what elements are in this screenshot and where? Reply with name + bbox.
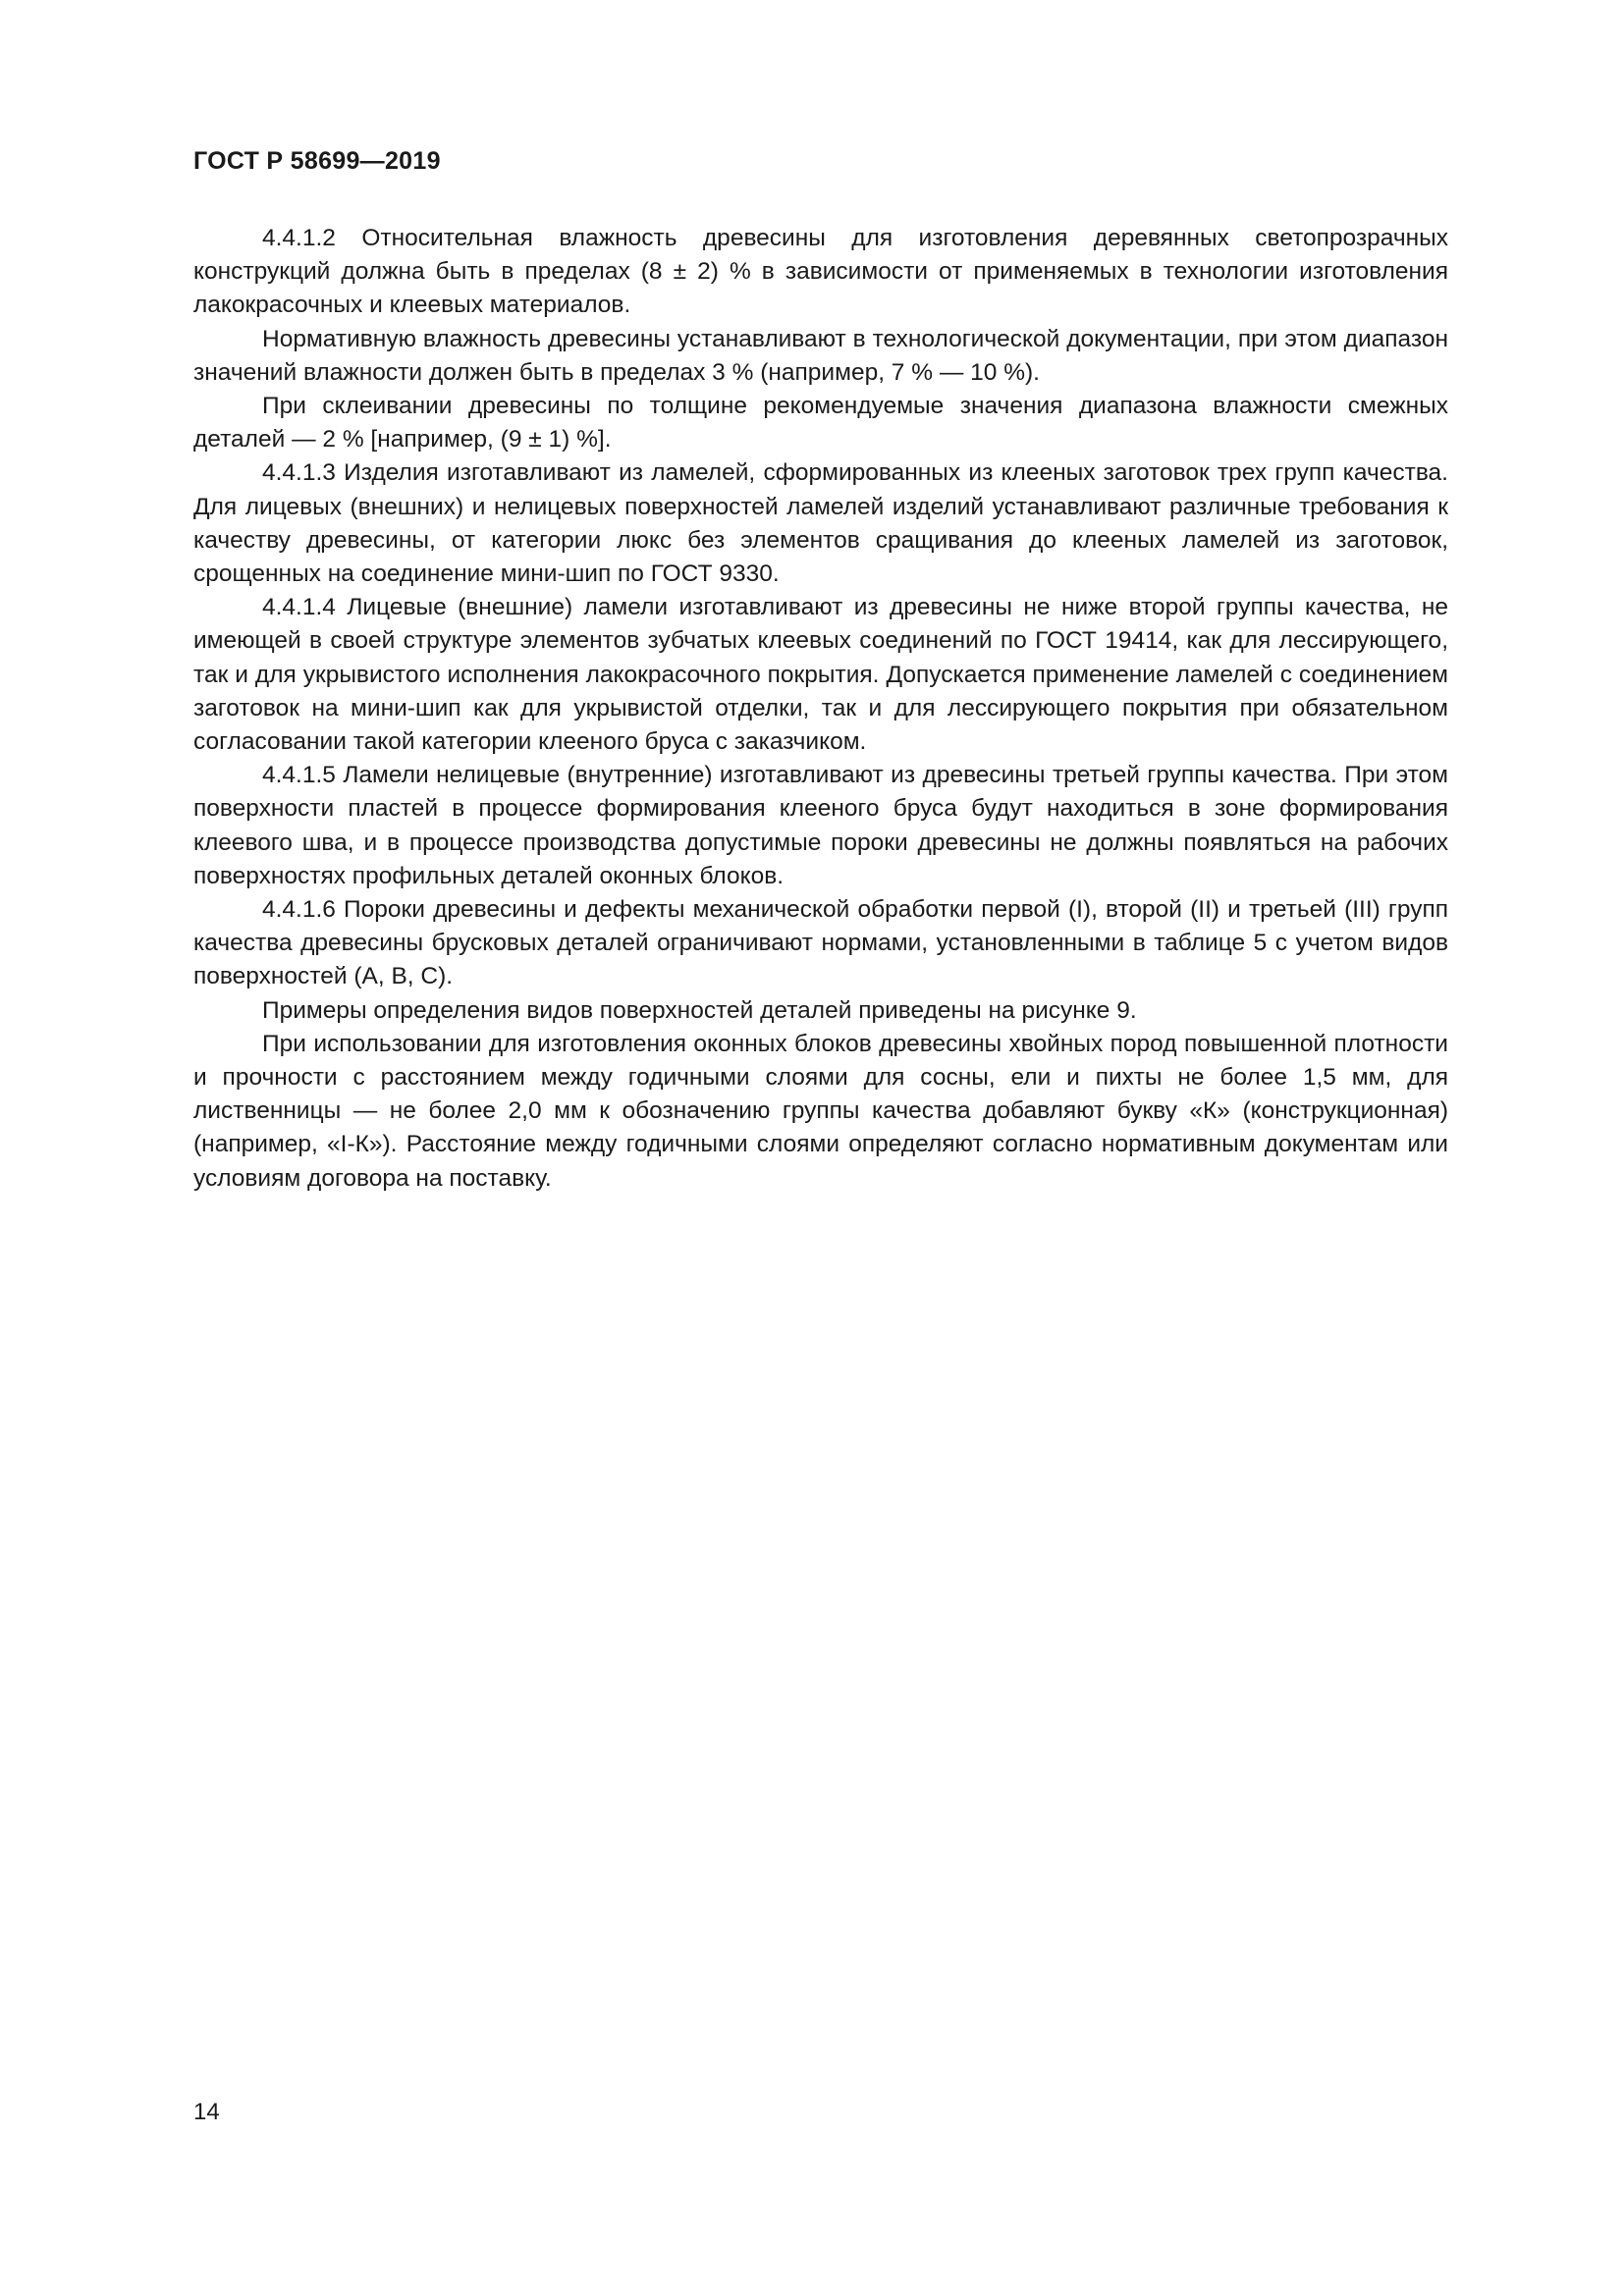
paragraph-surface-examples: Примеры определения видов поверхностей деталей приведены на рисунке 9. bbox=[262, 996, 1137, 1024]
paragraph-4-4-1-4: 4.4.1.4 Лицевые (внешние) ламели изготавливают из древесины не ниже второй группы качества, не имеющей в своей структуре элементов зубчатых клеевых соединений по ГОСТ 19414, как для лессирующего, так и для укрывистого исполнения лакокрасочного покрытия. Допускается применение ламелей с соединением заготовок на мини-шип как для укрывистой отделки, так и для лессирующего покрытия при обязательном согласовании такой категории клееного бруса с заказчиком. bbox=[193, 594, 1448, 756]
paragraph-4-4-1-5: 4.4.1.5 Ламели нелицевые (внутренние) изготавливают из древесины третьей группы качества. При этом поверхности пластей в процессе формирования клееного бруса будут находиться в зоне формирования клеевого шва, и в процессе производства допустимые пороки древесины не должны появляться на рабочих поверхностях профильных деталей оконных блоков. bbox=[193, 762, 1448, 889]
document-header-code: ГОСТ Р 58699—2019 bbox=[193, 147, 441, 175]
document-body bbox=[193, 222, 1448, 1196]
paragraph-4-4-1-6: 4.4.1.6 Пороки древесины и дефекты механической обработки первой (I), второй (II) и третьей (III) групп качества древесины брусковых деталей ограничивают нормами, установленными в таблице 5 с учетом видов поверхностей (А, В, С). bbox=[193, 896, 1448, 990]
page-number: 14 bbox=[193, 2099, 220, 2125]
paragraph-4-4-1-2: 4.4.1.2 Относительная влажность древесины для изготовления деревянных светопрозрачных конструкций должна быть в пределах (8 ± 2) % в зависимости от применяемых в технологии изготовления лакокрасочных и клеевых материалов. bbox=[193, 225, 1448, 319]
paragraph-normative-moisture: Нормативную влажность древесины устанавливают в технологической документации, при этом диапазон значений влажности должен быть в пределах 3 % (например, 7 % — 10 %). bbox=[193, 325, 1448, 386]
paragraph-gluing-thickness: При склеивании древесины по толщине рекомендуемые значения диапазона влажности смежных деталей — 2 % [например, (9 ± 1) %]. bbox=[193, 393, 1448, 454]
paragraph-4-4-1-3: 4.4.1.3 Изделия изготавливают из ламелей, сформированных из клееных заготовок трех групп качества. Для лицевых (внешних) и нелицевых поверхностей ламелей изделий устанавливают различные требования к качеству древесины, от категории люкс без элементов сращивания до клееных ламелей из заготовок, срощенных на соединение мини-шип по ГОСТ 9330. bbox=[193, 459, 1448, 588]
paragraph-conifer-density: При использовании для изготовления оконных блоков древесины хвойных пород повышенной плотности и прочности с расстоянием между годичными слоями для сосны, ели и пихты не более 1,5 мм, для лиственницы — не более 2,0 мм к обозначению группы качества добавляют букву «К» (конструкционная) (например, «I-К»). Расстояние между годичными слоями определяют согласно нормативным документам или условиям договора на поставку. bbox=[193, 1030, 1448, 1192]
